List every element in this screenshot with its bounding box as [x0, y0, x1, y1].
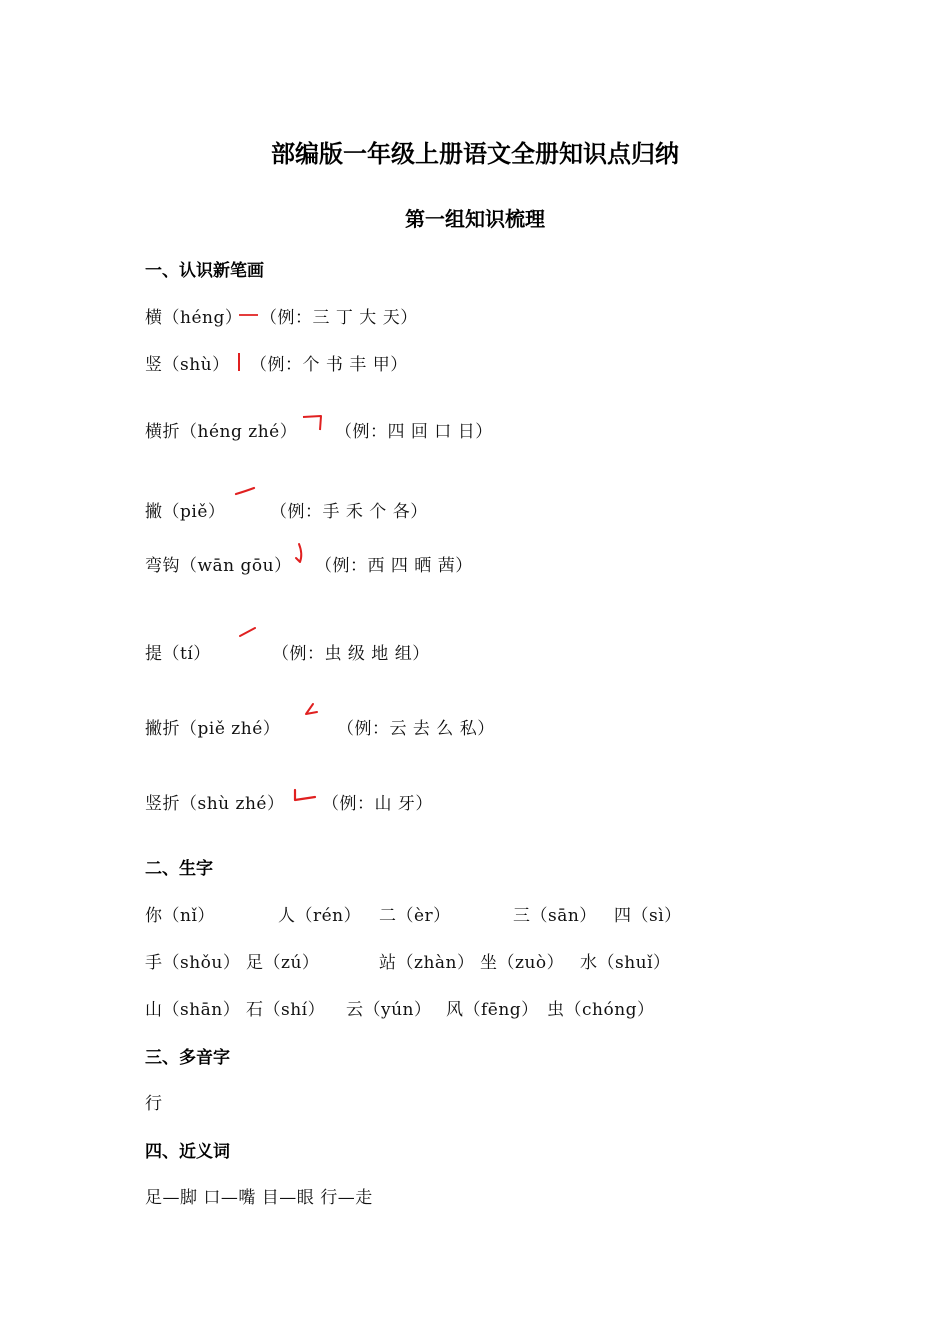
heng-stroke-icon: [238, 312, 260, 318]
shu-stroke-icon: [236, 352, 242, 372]
stroke-label: 撇折（piě zhé）: [145, 719, 281, 739]
char-item: 虫（chóng）: [547, 1000, 655, 1020]
char-item: 云（yún）: [346, 1000, 432, 1020]
stroke-row-shuzhe: [145, 789, 285, 814]
stroke-row-hengzhe: [145, 417, 297, 442]
stroke-row-ti: [145, 639, 211, 664]
stroke-row-wangou: [145, 551, 292, 576]
char-item: 三（sān）: [513, 906, 597, 926]
stroke-examples: （例：云 去 么 私）: [337, 719, 495, 739]
stroke-examples: （例：个 书 丰 甲）: [250, 355, 408, 375]
section-heading-new-chars: 二、生字: [145, 859, 213, 879]
stroke-row-shu: [145, 350, 230, 375]
char-item: 石（shí）: [246, 1000, 326, 1020]
section-heading-strokes: 一、认识新笔画: [145, 261, 264, 281]
stroke-examples: （例：西 四 晒 茜）: [315, 556, 473, 576]
page-title: 部编版一年级上册语文全册知识点归纳: [271, 140, 679, 168]
wangou-stroke-icon: [293, 542, 307, 566]
stroke-label: 弯钩（wān gōu）: [145, 556, 292, 576]
page-subtitle: 第一组知识梳理: [405, 207, 545, 231]
section-heading-synonyms: 四、近义词: [145, 1142, 230, 1162]
stroke-label: 竖折（shù zhé）: [145, 794, 285, 814]
char-item: 你（nǐ）: [145, 906, 215, 926]
pie-stroke-icon: [234, 486, 256, 496]
stroke-label: 竖（shù）: [145, 355, 230, 375]
char-item: 风（fēng）: [446, 1000, 539, 1020]
stroke-row-pie: [145, 497, 225, 522]
piezhe-stroke-icon: [301, 702, 319, 722]
stroke-examples: （例：虫 级 地 组）: [272, 644, 430, 664]
hengzhe-stroke-icon: [302, 413, 326, 433]
char-item: 四（sì）: [614, 906, 682, 926]
section-heading-polyphones: 三、多音字: [145, 1048, 230, 1068]
char-item: 水（shuǐ）: [580, 953, 671, 973]
char-item: 手（shǒu）: [145, 953, 241, 973]
stroke-examples: （例：山 牙）: [322, 794, 433, 814]
char-item: 人（rén）: [278, 906, 362, 926]
char-item: 山（shān）: [145, 1000, 241, 1020]
stroke-label: 横（héng）: [145, 308, 243, 328]
stroke-row-piezhe: [145, 714, 280, 739]
stroke-row-heng: [145, 303, 242, 328]
shuzhe-stroke-icon: [292, 788, 318, 804]
char-item: 足（zú）: [246, 953, 320, 973]
polyphone-text: 行: [145, 1094, 163, 1114]
char-item: 二（èr）: [379, 906, 451, 926]
stroke-label: 提（tí）: [145, 644, 211, 664]
char-item: 站（zhàn）: [379, 953, 475, 973]
ti-stroke-icon: [238, 626, 258, 638]
synonym-text: 足—脚 口—嘴 目—眼 行—走: [145, 1188, 373, 1208]
stroke-label: 横折（héng zhé）: [145, 422, 298, 442]
stroke-examples: （例：手 禾 个 各）: [270, 502, 428, 522]
stroke-examples: （例：三 丁 大 天）: [260, 308, 418, 328]
stroke-examples: （例：四 回 口 日）: [335, 422, 493, 442]
char-item: 坐（zuò）: [480, 953, 565, 973]
stroke-label: 撇（piě）: [145, 502, 226, 522]
